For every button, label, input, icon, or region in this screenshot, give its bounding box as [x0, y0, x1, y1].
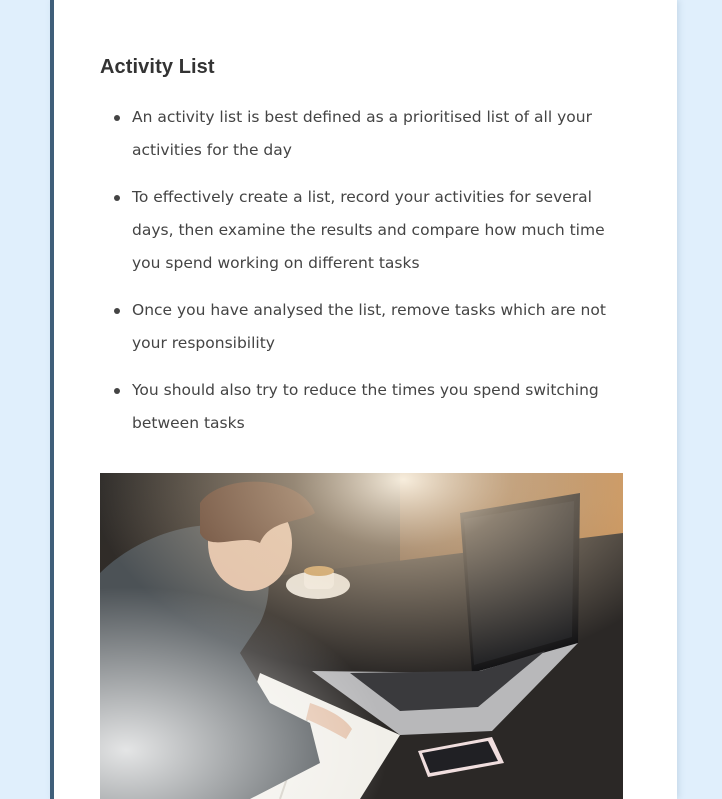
content-card [50, 0, 677, 799]
bullet-icon [114, 195, 120, 201]
bullet-icon [114, 388, 120, 394]
photo-illustration [100, 473, 623, 799]
bullet-list [100, 101, 630, 454]
bullet-icon [114, 115, 120, 121]
list-item [132, 294, 630, 360]
hero-photo [100, 473, 623, 799]
bullet-icon [114, 308, 120, 314]
list-item [132, 374, 630, 440]
list-item-text: An activity list is best defined as a prioritised list of all your activities for the day [132, 108, 592, 159]
list-item-text: Once you have analysed the list, remove tasks which are not your responsibility [132, 301, 606, 352]
list-item [132, 101, 630, 167]
list-item [132, 181, 630, 280]
list-item-text: You should also try to reduce the times you spend switching between tasks [132, 381, 599, 432]
section-heading: Activity List [100, 56, 215, 78]
list-item-text: To effectively create a list, record your activities for several days, then examine the results and compare how much time you spend working on different tasks [132, 188, 605, 272]
